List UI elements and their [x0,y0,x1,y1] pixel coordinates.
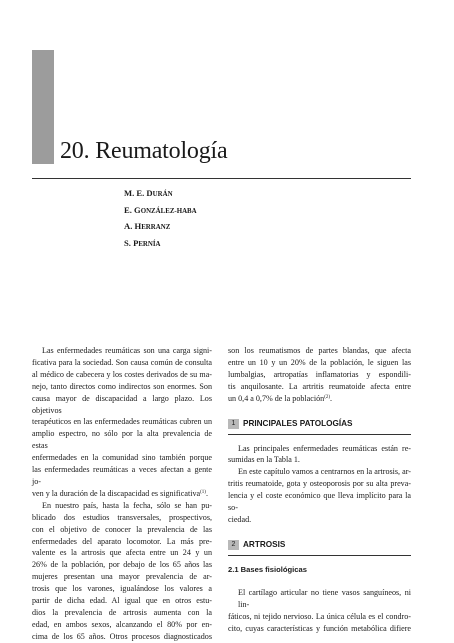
citation-ref: (1) [200,489,206,495]
text-line: dios la prevalencia de artrosis aumenta con la [32,607,212,617]
subsection-title: 2.1 Bases fisiológicas [228,564,307,574]
text-line: blicado dos estudios transversales, prospectivos, [32,512,212,522]
continuation-paragraph [228,345,411,405]
text-line: amplio espectro, no sólo por la alta prevalencia de estas [32,429,212,451]
text-line: cito, cuyas características y función metabólica difiere [228,623,411,633]
text-line: ficativa para la sociedad. Son causa común de consulta [32,357,212,367]
text-line: lumbalgias, artropatías inflamatorias y espondili- [228,369,411,379]
text-line: terapéuticos en las enfermedades reumáticas cubren un [32,417,212,427]
text-line: causa mayor de discapacidad a largo plazo. Los objetivos [32,393,212,415]
text-line: ciedad. [228,514,252,524]
text-line: valente es la artrosis que afecta entre un 24 y un [32,548,212,558]
text-line: mujeres presentan una mayor prevalencia de ar- [32,572,212,582]
text-line: enfermedades en la comunidad sino también porque [32,453,212,463]
section-number: 2 [228,540,239,550]
text-line: edad, en ambos sexos, alcanzando el 80% por en- [32,619,212,629]
text-line: tritis reumatoide, gota y osteoporosis por su alta preva- [228,479,411,489]
text-line: son los reumatismos de partes blandas, que afecta [228,346,411,355]
text-line: Las principales enfermedades reumáticas están re- [238,443,411,453]
text-line: lencia y el coste económico que lleva implícito para la so- [228,491,411,513]
text-line: fáticos, ni tejido nervioso. La única célula es el condro- [228,611,411,621]
text-line: al médico de cabecera y los costes derivados de su ma- [32,369,212,379]
author: M. E. DURÁN [124,188,173,198]
body-paragraph [228,466,411,526]
author-list [124,186,197,252]
text-line: entre un 10 y un 20% de la población, le siguen las [228,357,411,367]
title-rule [32,178,411,179]
prevalence-paragraph [32,500,212,643]
left-column [32,345,212,643]
text-line: sumidas en la Tabla 1. [228,455,300,465]
section-heading [228,417,411,435]
section-heading [228,538,411,556]
section-number: 1 [228,419,239,429]
author: S. PERNÍA [124,237,161,248]
section-title: PRINCIPALES PATOLOGÍAS [243,418,353,428]
text-line: con el objetivo de conocer la prevalencia de las [32,524,212,534]
chapter-title: 20. Reumatología [60,138,228,164]
chapter-marker-bar [32,50,54,164]
text-line: tis anquilosante. La artritis reumatoide afecta entre [228,381,411,391]
text-line: partir de dicha edad. Al igual que en otros estu- [32,596,212,606]
text-line: Las enfermedades reumáticas son una carga signi- [42,346,212,355]
author: E. GONZÁLEZ-HABA [124,204,197,215]
body-paragraph [228,443,411,467]
body-paragraph [228,587,411,635]
text-line: las enfermedades reumáticas a veces afectan a gente jo- [32,465,212,486]
right-column [228,345,411,634]
intro-paragraph [32,345,212,500]
text-line: enfermedades del aparato locomotor. La más pre- [32,536,212,546]
text-line: nejo, tanto directos como indirectos son enormes. Son [32,381,212,391]
text-line: En nuestro país, hasta la fecha, sólo se han pu- [42,500,212,510]
text-line: ven y la duración de la discapacidad es significativa$^{(1)}$. [32,488,208,498]
text-line: un 0,4 a 0,7% de la población$^{(2)}$. [228,393,333,403]
text-line: cima de los 65 años. Otros procesos diagnosticados [32,631,212,641]
text-line: En este capítulo vamos a centrarnos en la artrosis, ar- [238,467,411,477]
text-line: 26% de la población, por debajo de los 65 años las [32,560,212,570]
text-line: El cartílago articular no tiene vasos sanguíneos, ni lin- [238,587,411,609]
text-line: trosis que los varones, igualándose los valores a [32,584,212,594]
section-title: ARTROSIS [243,539,286,549]
citation-ref: (2) [324,394,331,400]
author: A. HERRANZ [124,221,171,232]
